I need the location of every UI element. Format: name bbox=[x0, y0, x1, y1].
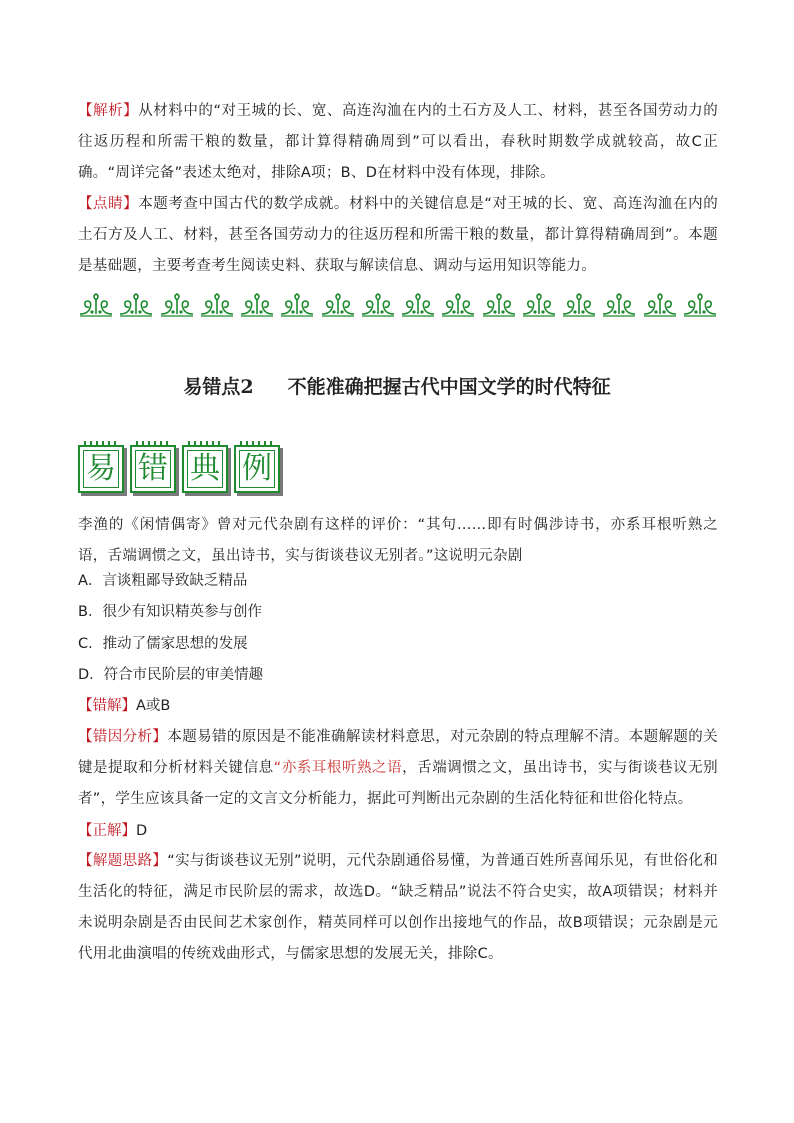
question-stem: 李渔的《闲情偶寄》曾对元代杂剧有这样的评价：“其句……即有时偶涉诗书，亦系耳根听熟之语，舌端调惯之文，虽出诗书，实与街谈巷议无别者。”这说明元杂剧 bbox=[78, 517, 718, 564]
vine-ornament-icon bbox=[561, 292, 597, 318]
vine-ornament-icon bbox=[521, 292, 557, 318]
correct-text: D bbox=[136, 823, 148, 839]
analysis-label: 【解析】 bbox=[78, 103, 139, 119]
badge-icon: 例 bbox=[234, 445, 280, 493]
wrong-answer bbox=[78, 696, 170, 716]
section-title bbox=[0, 372, 794, 399]
cause-paragraph bbox=[78, 722, 718, 815]
correct-answer bbox=[78, 821, 147, 841]
cause-text-before: 本题易错的原因是不能准确解读材料意思，对元杂剧的特点理解不清。本题解题的关键是提取和分析材料关键信息 bbox=[78, 729, 718, 776]
vine-ornament-icon bbox=[118, 292, 154, 318]
vine-ornament-icon bbox=[159, 292, 195, 318]
option-c: C．推动了儒家思想的发展 bbox=[78, 636, 248, 652]
vine-ornament-icon bbox=[360, 292, 396, 318]
vine-ornament-icon bbox=[481, 292, 517, 318]
section-heading: 不能准确把握古代中国文学的时代特征 bbox=[287, 376, 611, 398]
vine-ornament-icon bbox=[320, 292, 356, 318]
section-number: 易错点2 bbox=[183, 376, 254, 398]
cause-text-after: ，舌端调惯之文，虽出诗书，实与街谈巷议无别者”，学生应该具备一定的文言文分析能力，据此可判断出元杂剧的生活化特征和世俗化特点。 bbox=[78, 760, 718, 807]
badge-icon: 错 bbox=[130, 445, 176, 493]
vine-ornament-icon bbox=[279, 292, 315, 318]
vine-ornament-icon bbox=[400, 292, 436, 318]
pointer-label: 【点睛】 bbox=[78, 196, 139, 212]
correct-label: 【正解】 bbox=[78, 823, 136, 839]
badge-icon: 典 bbox=[182, 445, 228, 493]
vine-ornament-icon bbox=[642, 292, 678, 318]
option-b: B．很少有知识精英参与创作 bbox=[78, 604, 262, 620]
vine-ornament-icon bbox=[601, 292, 637, 318]
reasoning-label: 【解题思路】 bbox=[78, 853, 168, 869]
pointer-paragraph bbox=[78, 189, 718, 282]
vine-ornament-icon bbox=[199, 292, 235, 318]
wrong-label: 【错解】 bbox=[78, 698, 136, 714]
example-badges bbox=[78, 445, 280, 493]
pointer-text: 本题考查中国古代的数学成就。材料中的关键信息是“对王城的长、宽、高连沟洫在内的土石方及人工、材料，甚至各国劳动力的往返历程和所需干粮的数量，都计算得精确周到”。本题是基础题，主要考查考生阅读史料、获取与解读信息、调动与运用知识等能力。 bbox=[78, 196, 718, 274]
reasoning-paragraph bbox=[78, 846, 718, 970]
vine-ornament-icon bbox=[682, 292, 718, 318]
badge-icon: 易 bbox=[78, 445, 124, 493]
cause-label: 【错因分析】 bbox=[78, 729, 168, 745]
vine-ornament-icon bbox=[78, 292, 114, 318]
vine-ornament-icon bbox=[239, 292, 275, 318]
vine-ornament-icon bbox=[440, 292, 476, 318]
wrong-text: A或B bbox=[136, 698, 171, 714]
option-d: D．符合市民阶层的审美情趣 bbox=[78, 667, 264, 683]
cause-quote: “亦系耳根听熟之语 bbox=[273, 760, 403, 776]
decorative-vine-border bbox=[78, 290, 718, 320]
analysis-paragraph bbox=[78, 96, 718, 189]
reasoning-text: “实与街谈巷议无别”说明，元代杂剧通俗易懂，为普通百姓所喜闻乐见，有世俗化和生活化的特征，满足市民阶层的需求，故选D。“缺乏精品”说法不符合史实，故A项错误；材料并未说明杂剧是否由民间艺术家创作，精英同样可以创作出接地气的作品，故B项错误；元杂剧是元代用北曲演唱的传统戏曲形式，与儒家思想的发展无关，排除C。 bbox=[78, 853, 718, 962]
option-a: A．言谈粗鄙导致缺乏精品 bbox=[78, 573, 248, 589]
analysis-text: 从材料中的“对王城的长、宽、高连沟洫在内的土石方及人工、材料，甚至各国劳动力的往返历程和所需干粮的数量，都计算得精确周到”可以看出，春秋时期数学成就较高，故C正确。“周详完备”表述太绝对，排除A项；B、D在材料中没有体现，排除。 bbox=[78, 103, 718, 181]
